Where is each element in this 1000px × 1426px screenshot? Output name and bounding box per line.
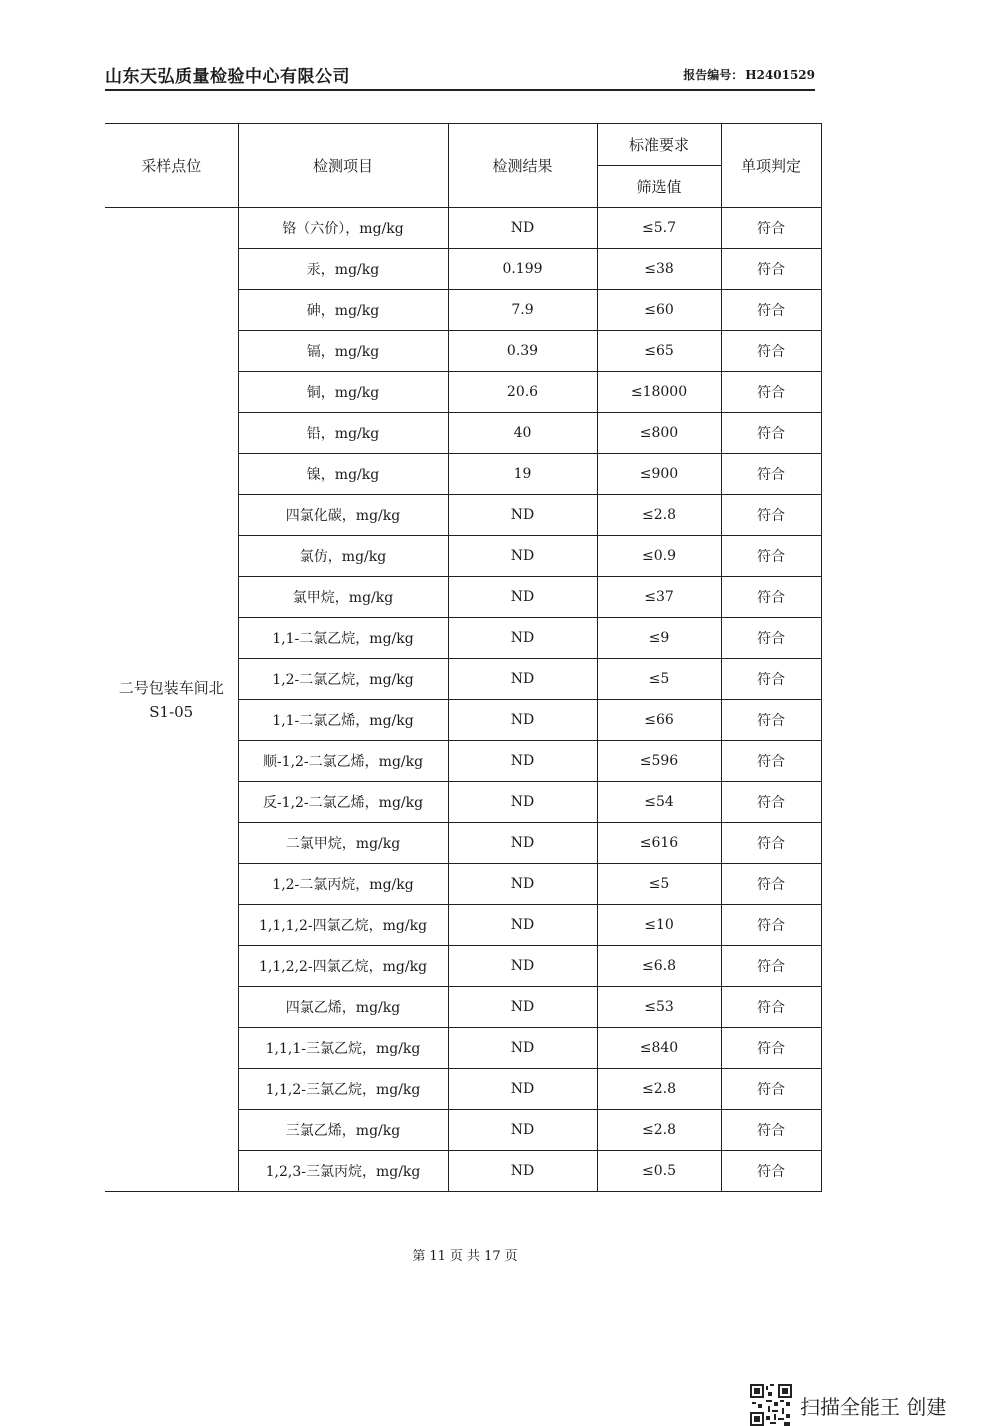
- verdict-cell: 符合: [721, 372, 821, 413]
- page-footer: [0, 1245, 930, 1264]
- test-item-cell: 镍，mg/kg: [238, 454, 448, 495]
- test-item-cell: 汞，mg/kg: [238, 249, 448, 290]
- test-result-cell: ND: [448, 495, 597, 536]
- screening-value-cell: ≤0.5: [597, 1151, 721, 1192]
- screening-value-cell: ≤38: [597, 249, 721, 290]
- test-item-cell: 三氯乙烯，mg/kg: [238, 1110, 448, 1151]
- test-item-cell: 氯仿，mg/kg: [238, 536, 448, 577]
- screening-value-cell: ≤53: [597, 987, 721, 1028]
- screening-value-cell: ≤840: [597, 1028, 721, 1069]
- test-result-cell: ND: [448, 208, 597, 249]
- test-result-cell: ND: [448, 1110, 597, 1151]
- test-item-cell: 1,1-二氯乙烷，mg/kg: [238, 618, 448, 659]
- screening-value-cell: ≤616: [597, 823, 721, 864]
- test-result-cell: ND: [448, 700, 597, 741]
- verdict-cell: 符合: [721, 331, 821, 372]
- verdict-cell: 符合: [721, 1069, 821, 1110]
- test-item-cell: 四氯乙烯，mg/kg: [238, 987, 448, 1028]
- screening-value-cell: ≤596: [597, 741, 721, 782]
- screening-value-cell: ≤0.9: [597, 536, 721, 577]
- test-item-cell: 1,2-二氯丙烷，mg/kg: [238, 864, 448, 905]
- screening-value-cell: ≤10: [597, 905, 721, 946]
- verdict-cell: 符合: [721, 495, 821, 536]
- test-result-cell: ND: [448, 618, 597, 659]
- screening-value-cell: ≤60: [597, 290, 721, 331]
- verdict-cell: 符合: [721, 700, 821, 741]
- screening-value-cell: ≤9: [597, 618, 721, 659]
- header-judgement: 单项判定: [721, 124, 821, 208]
- screening-value-cell: ≤6.8: [597, 946, 721, 987]
- verdict-cell: 符合: [721, 536, 821, 577]
- test-item-cell: 1,1,2,2-四氯乙烷，mg/kg: [238, 946, 448, 987]
- screening-value-cell: ≤66: [597, 700, 721, 741]
- test-item-cell: 1,1,1-三氯乙烷，mg/kg: [238, 1028, 448, 1069]
- test-item-cell: 1,1,1,2-四氯乙烷，mg/kg: [238, 905, 448, 946]
- test-item-cell: 砷，mg/kg: [238, 290, 448, 331]
- test-item-cell: 氯甲烷，mg/kg: [238, 577, 448, 618]
- screening-value-cell: ≤2.8: [597, 1069, 721, 1110]
- test-result-cell: ND: [448, 1028, 597, 1069]
- test-item-cell: 铜，mg/kg: [238, 372, 448, 413]
- screening-value-cell: ≤5: [597, 659, 721, 700]
- verdict-cell: 符合: [721, 249, 821, 290]
- header-screening: 筛选值: [597, 166, 721, 208]
- test-result-cell: ND: [448, 782, 597, 823]
- verdict-cell: 符合: [721, 823, 821, 864]
- header-result: 检测结果: [448, 124, 597, 208]
- header-item: 检测项目: [238, 124, 448, 208]
- screening-value-cell: ≤2.8: [597, 495, 721, 536]
- scanner-watermark: [750, 1385, 946, 1425]
- test-item-cell: 1,2-二氯乙烷，mg/kg: [238, 659, 448, 700]
- verdict-cell: 符合: [721, 864, 821, 905]
- page-suffix: 页: [504, 1249, 518, 1264]
- verdict-cell: 符合: [721, 1110, 821, 1151]
- verdict-cell: 符合: [721, 413, 821, 454]
- screening-value-cell: ≤54: [597, 782, 721, 823]
- test-result-cell: 20.6: [448, 372, 597, 413]
- test-item-cell: 顺-1,2-二氯乙烯，mg/kg: [238, 741, 448, 782]
- test-item-cell: 1,2,3-三氯丙烷，mg/kg: [238, 1151, 448, 1192]
- screening-value-cell: ≤800: [597, 413, 721, 454]
- sampling-site-name: 二号包装车间北: [118, 678, 224, 697]
- test-item-cell: 铅，mg/kg: [238, 413, 448, 454]
- test-result-cell: ND: [448, 659, 597, 700]
- test-item-cell: 铬（六价），mg/kg: [238, 208, 448, 249]
- test-result-cell: ND: [448, 1069, 597, 1110]
- verdict-cell: 符合: [721, 208, 821, 249]
- test-result-cell: 7.9: [448, 290, 597, 331]
- verdict-cell: 符合: [721, 618, 821, 659]
- test-result-cell: ND: [448, 987, 597, 1028]
- test-item-cell: 四氯化碳，mg/kg: [238, 495, 448, 536]
- verdict-cell: 符合: [721, 1151, 821, 1192]
- sampling-site-code: S1-05: [149, 702, 194, 721]
- page-middle: 页 共: [449, 1249, 481, 1264]
- header-standard: 标准要求: [597, 124, 721, 166]
- test-item-cell: 1,1,2-三氯乙烷，mg/kg: [238, 1069, 448, 1110]
- test-result-cell: 0.39: [448, 331, 597, 372]
- test-result-cell: ND: [448, 905, 597, 946]
- page-header: [105, 60, 815, 90]
- test-result-cell: 40: [448, 413, 597, 454]
- screening-value-cell: ≤65: [597, 331, 721, 372]
- test-result-cell: ND: [448, 864, 597, 905]
- table-body: [105, 208, 821, 1192]
- verdict-cell: 符合: [721, 577, 821, 618]
- screening-value-cell: ≤5.7: [597, 208, 721, 249]
- test-result-cell: ND: [448, 946, 597, 987]
- verdict-cell: 符合: [721, 290, 821, 331]
- screening-value-cell: ≤2.8: [597, 1110, 721, 1151]
- verdict-cell: 符合: [721, 454, 821, 495]
- verdict-cell: 符合: [721, 987, 821, 1028]
- screening-value-cell: ≤5: [597, 864, 721, 905]
- test-results-table: [105, 123, 822, 1192]
- test-item-cell: 1,1-二氯乙烯，mg/kg: [238, 700, 448, 741]
- verdict-cell: 符合: [721, 782, 821, 823]
- verdict-cell: 符合: [721, 659, 821, 700]
- test-result-cell: ND: [448, 1151, 597, 1192]
- test-item-cell: 镉，mg/kg: [238, 331, 448, 372]
- table-row: [105, 208, 821, 249]
- sampling-site-cell: [105, 208, 238, 1192]
- verdict-cell: 符合: [721, 946, 821, 987]
- test-result-cell: ND: [448, 536, 597, 577]
- header-site: 采样点位: [105, 124, 238, 208]
- page-prefix: 第: [412, 1249, 426, 1264]
- test-item-cell: 二氯甲烷，mg/kg: [238, 823, 448, 864]
- screening-value-cell: ≤37: [597, 577, 721, 618]
- page-total: 17: [484, 1249, 501, 1264]
- qr-code-icon: [750, 1384, 792, 1426]
- verdict-cell: 符合: [721, 1028, 821, 1069]
- test-result-cell: 19: [448, 454, 597, 495]
- test-item-cell: 反-1,2-二氯乙烯，mg/kg: [238, 782, 448, 823]
- header-divider: [105, 89, 815, 91]
- watermark-text: 扫描全能王 创建: [800, 1394, 947, 1419]
- verdict-cell: 符合: [721, 905, 821, 946]
- screening-value-cell: ≤900: [597, 454, 721, 495]
- company-name: 山东天弘质量检验中心有限公司: [105, 67, 350, 87]
- test-result-cell: ND: [448, 577, 597, 618]
- report-number-label: 报告编号：: [683, 68, 744, 82]
- test-result-cell: ND: [448, 823, 597, 864]
- report-number-value: H2401529: [745, 68, 815, 82]
- test-result-cell: 0.199: [448, 249, 597, 290]
- test-result-cell: ND: [448, 741, 597, 782]
- verdict-cell: 符合: [721, 741, 821, 782]
- page-current: 11: [429, 1249, 446, 1264]
- report-number: [681, 66, 815, 83]
- screening-value-cell: ≤18000: [597, 372, 721, 413]
